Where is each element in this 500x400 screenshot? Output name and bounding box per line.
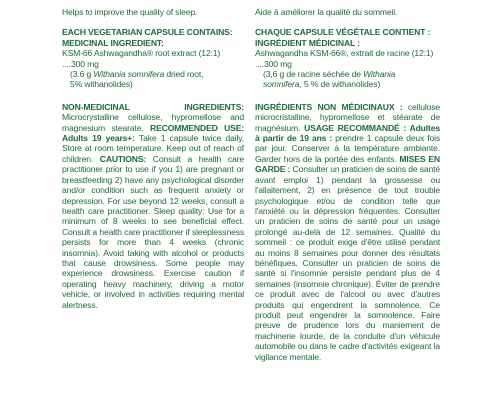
capsule-heading-fr: CHAQUE CAPSULE VÉGÉTALE CONTIENT : [255, 27, 431, 38]
nonmedicinal-text: Microcrystalline cellulose, hypromellose and magnesium stearate. [62, 112, 244, 133]
nonmedicinal-paragraph-fr [255, 102, 440, 362]
medicinal-line-2-fr-text: (3,6 g de racine séchée de [263, 69, 364, 80]
recommended-use-heading: RECOMMENDED USE: Adults 19 years+: [62, 122, 244, 144]
french-column [255, 7, 440, 362]
capsule-heading: EACH VEGETARIAN CAPSULE CONTAINS: [62, 27, 233, 38]
medicinal-heading-fr: INGRÉDIENT MÉDICINAL : [255, 37, 360, 48]
cautions-heading: CAUTIONS: [99, 153, 147, 164]
medicinal-line-3-fr [255, 79, 440, 89]
nonmedicinal-text-fr: cellulose microcristalline, hypromellose et stéarate de magnésium. [255, 101, 440, 133]
medicinal-heading: MEDICINAL INGREDIENT: [62, 37, 164, 48]
recommended-use-text: Take 1 capsule twice daily. Store at room temperature. Keep out of reach of children. [62, 133, 244, 164]
intro-text-fr: Aide à améliorer la qualité du sommeil. [255, 7, 398, 17]
botanical-name: Withania somnifera [93, 69, 165, 80]
cautions-heading-fr: MISES EN GARDE : [255, 153, 440, 175]
medicinal-line-2-post: dried root, [164, 69, 204, 80]
intro-text: Helps to improve the quality of sleep. [62, 7, 198, 17]
nonmedicinal-paragraph [62, 102, 244, 310]
medicinal-line-3-fr-text: , 5 % de withanolides) [299, 79, 381, 90]
cautions-text: Consult a health care practitioner prior to use if you 1) are pregnant or breastfeeding 2) have any psychological disorder and/or condition such as frequent anxiety or depression. For use beyond 12 weeks, consult a health care practitioner. Sleep quality: Use for a minimum of 8 weeks to see beneficial effect. Consult a health care practitioner if sleeplessness persists for more than 4 weeks (chronic insomnia). Avoid taking with alcohol or products that cause drowsiness. Some people may experience drowsiness. Exercise caution if operating heavy machinery, driving a motor vehicle, or involved in activities requiring mental alertness. [62, 153, 244, 310]
medicinal-line-2-fr [255, 69, 440, 79]
medicinal-line-1-fr: Ashwagandha KSM-66®, extrait de racine (12:1) ....300 mg [255, 48, 434, 69]
medicinal-line-2-pre: (3.6 g [70, 69, 94, 80]
medicinal-line-2 [62, 69, 244, 79]
botanical-name-fr-1: Withania [363, 69, 396, 80]
nonmedicinal-heading-fr: INGRÉDIENTS NON MÉDICINAUX : [255, 101, 403, 112]
medicinal-line-3: 5% withanolides) [70, 79, 133, 90]
nonmedicinal-heading: NON-MEDICINAL INGREDIENTS: [62, 101, 244, 112]
cautions-text-fr: Consulter un praticien de soins de santé avant emploi 1) pendant la grossesse ou l'allaitement, 2) en présence de tout trouble psychologique et/ou de condition telle que l'anxiété ou la dépression fréquentes. Consulter un praticien de soins de santé pour un usage prolongé au-delà de 12 semaines. Qualité du sommeil : ce produit exige d'être utilisé pendant au moins 8 semaines pour donner des résultats bénéfiques. Consulter un praticien de soins de santé si l'insomnie persiste pendant plus de 4 semaines (insomnie chronique). Éviter de prendre ce produit avec de l'alcool ou avec d'autres produits qui engendrent la somnolence. Ce produit peut engendrer la somnolence. Faire preuve de prudence lors du maniement de machinerie lourde, de la conduite d'un véhicule automobile ou dans le cadre d'activités exigeant la vigilance mentale. [255, 164, 441, 362]
medicinal-line-1: KSM-66 Ashwagandha® root extract (12:1) ....300 mg [62, 48, 221, 69]
recommended-use-text-fr: prendre 1 capsule deux fois par jour. Conserver à la température ambiante. Garder hors de la portée des enfants. [255, 133, 440, 164]
botanical-name-fr-2: somnifera [263, 79, 300, 90]
recommended-use-heading-fr: USAGE RECOMMANDÉ : Adultes à partir de 19 ans : [255, 122, 440, 144]
english-column [62, 7, 244, 310]
